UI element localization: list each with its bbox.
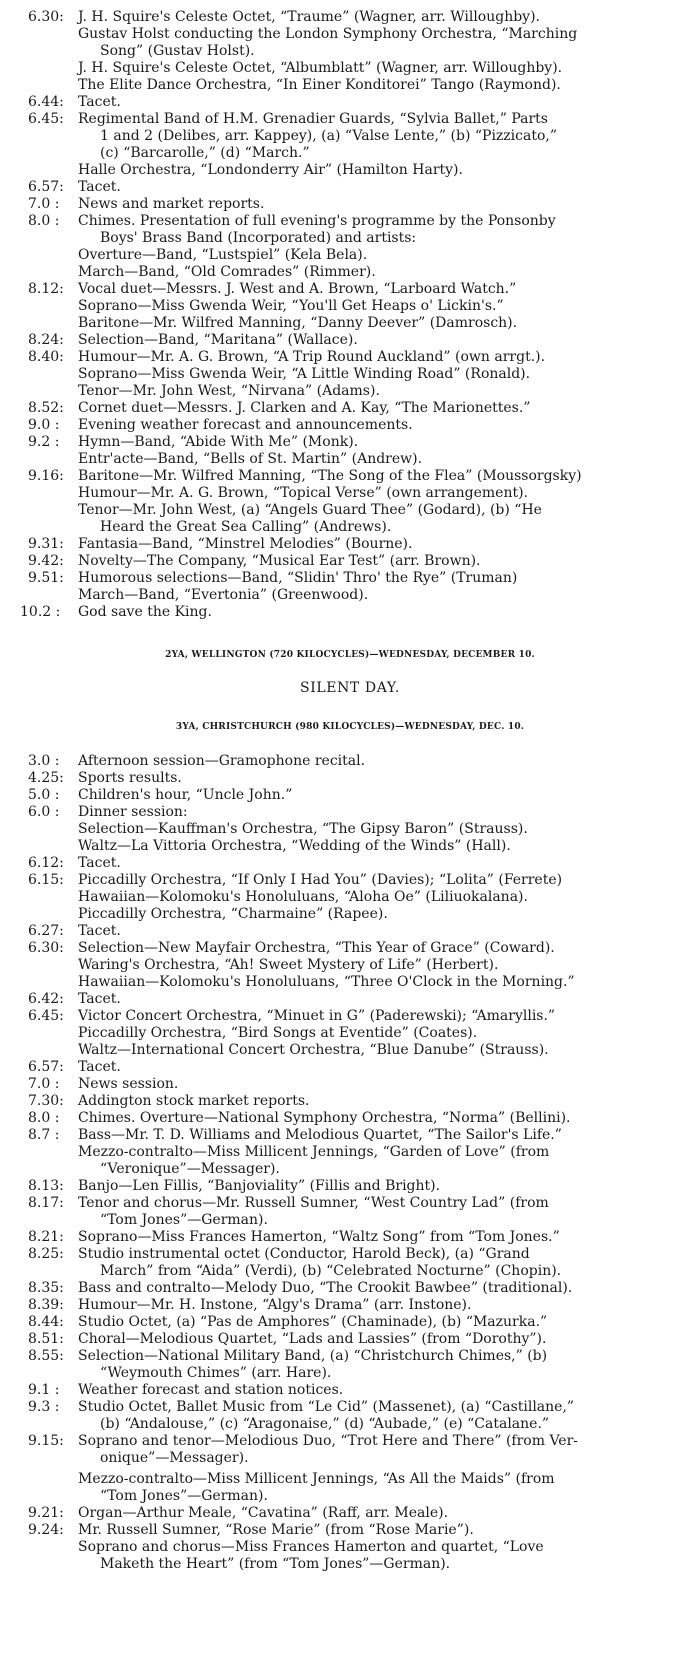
entry-description	[78, 923, 680, 940]
entry-description	[78, 1382, 680, 1399]
entry-line: Tacet.	[78, 923, 121, 939]
entry-description	[78, 1110, 680, 1127]
programme-entry	[28, 1059, 680, 1076]
entry-line: J. H. Squire's Celeste Octet, “Albumblatt” (Wagner, arr. Willoughby).	[78, 60, 563, 76]
entry-time: 9.1 :	[28, 1382, 60, 1398]
entry-description	[78, 753, 680, 770]
programme-entry	[28, 1399, 680, 1433]
entry-time: 5.0 :	[28, 787, 60, 803]
programme-entry	[28, 770, 680, 787]
entry-time: 8.55:	[28, 1348, 64, 1364]
entry-line: The Elite Dance Orchestra, “In Einer Konditorei” Tango (Raymond).	[78, 77, 561, 93]
entry-line: Mezzo-contralto—Miss Millicent Jennings, “Garden of Love” (from	[78, 1144, 550, 1160]
entry-description	[78, 400, 680, 417]
entry-line: Afternoon session—Gramophone recital.	[78, 753, 366, 769]
programme-entry	[28, 923, 680, 940]
entry-line: Chimes. Overture—National Symphony Orchestra, “Norma” (Bellini).	[78, 1110, 571, 1126]
programme-entry	[28, 1246, 680, 1280]
entry-description	[78, 991, 680, 1008]
entry-description	[78, 872, 680, 923]
entry-time: 6.27:	[28, 923, 64, 939]
entry-line: Hawaiian—Kolomoku's Honoluluans, “Three O'Clock in the Morning.”	[78, 974, 575, 990]
entry-description	[78, 468, 680, 536]
entry-line: Addington stock market reports.	[78, 1093, 310, 1109]
programme-entry	[28, 1076, 680, 1093]
entry-time: 6.12:	[28, 855, 64, 871]
entry-line: March” from “Aida” (Verdi), (b) “Celebrated Nocturne” (Chopin).	[100, 1263, 562, 1279]
entry-time: 8.0 :	[28, 1110, 60, 1126]
entry-line: News session.	[78, 1076, 179, 1092]
entry-time: 6.44:	[28, 94, 64, 110]
entry-description	[78, 553, 680, 570]
silent-day-notice: SILENT DAY.	[300, 680, 400, 696]
entry-line: Maketh the Heart” (from “Tom Jones”—German).	[100, 1556, 451, 1572]
entry-time: 8.17:	[28, 1195, 64, 1211]
entry-line: Halle Orchestra, “Londonderry Air” (Hamilton Harty).	[78, 162, 463, 178]
entry-description	[78, 1297, 680, 1314]
entry-line: Piccadilly Orchestra, “Charmaine” (Rapee).	[78, 906, 388, 922]
programme-entry	[28, 468, 680, 536]
entry-line: “Tom Jones”—German).	[100, 1488, 268, 1504]
entry-line: Banjo—Len Fillis, “Banjoviality” (Fillis and Bright).	[78, 1178, 441, 1194]
entry-description	[78, 417, 680, 434]
entry-time: 8.0 :	[28, 213, 60, 229]
entry-line: Piccadilly Orchestra, “Bird Songs at Eventide” (Coates).	[78, 1025, 478, 1041]
entry-time: 8.25:	[28, 1246, 64, 1262]
entry-description	[78, 787, 680, 804]
entry-time: 9.3 :	[28, 1399, 60, 1415]
programme-entry	[28, 1195, 680, 1229]
entry-line: Victor Concert Orchestra, “Minuet in G” (Paderewski); “Amaryllis.”	[78, 1008, 556, 1024]
entry-description	[78, 349, 680, 400]
programme-entry	[28, 536, 680, 553]
entry-time: 8.24:	[28, 332, 64, 348]
entry-line: March—Band, “Old Comrades” (Rimmer).	[78, 264, 376, 280]
entry-description	[78, 434, 680, 468]
entry-time: 6.57:	[28, 179, 64, 195]
entry-description	[78, 536, 680, 553]
entry-description	[78, 1178, 680, 1195]
programme-entry	[28, 179, 680, 196]
entry-time: 8.44:	[28, 1314, 64, 1330]
entry-line: Waltz—International Concert Orchestra, “Blue Danube” (Strauss).	[78, 1042, 549, 1058]
entry-description	[78, 332, 680, 349]
entry-time: 9.31:	[28, 536, 64, 552]
entry-description	[78, 1127, 680, 1178]
entry-line: Tacet.	[78, 179, 121, 195]
entry-time: 9.0 :	[28, 417, 60, 433]
entry-description	[78, 196, 680, 213]
entry-description	[78, 1076, 680, 1093]
entry-line: Humour—Mr. A. G. Brown, “A Trip Round Auckland” (own arrgt.).	[78, 349, 546, 365]
entry-line: Entr'acte—Band, “Bells of St. Martin” (Andrew).	[78, 451, 423, 467]
entry-line: Humour—Mr. H. Instone, “Algy's Drama” (arr. Instone).	[78, 1297, 472, 1313]
entry-line: Tacet.	[78, 94, 121, 110]
entry-line: Mr. Russell Sumner, “Rose Marie” (from “Rose Marie”).	[78, 1522, 474, 1538]
programme-entry	[28, 1314, 680, 1331]
programme-entry	[28, 1297, 680, 1314]
entry-line: Selection—Kauffman's Orchestra, “The Gipsy Baron” (Strauss).	[78, 821, 528, 837]
entry-time: 6.45:	[28, 1008, 64, 1024]
entry-description	[78, 1505, 680, 1522]
entry-line: Selection—National Military Band, (a) “Christchurch Chimes,” (b)	[78, 1348, 548, 1364]
entry-line: Waltz—La Vittoria Orchestra, “Wedding of the Winds” (Hall).	[78, 838, 511, 854]
entry-line: Humour—Mr. A. G. Brown, “Topical Verse” (own arrangement).	[78, 485, 529, 501]
entry-line: “Tom Jones”—German).	[100, 1212, 268, 1228]
entry-line: Humorous selections—Band, “Slidin' Thro' the Rye” (Truman)	[78, 570, 518, 586]
entry-time: 7.0 :	[28, 196, 60, 212]
entry-line: Tenor—Mr. John West, “Nirvana” (Adams).	[78, 383, 380, 399]
entry-line: Chimes. Presentation of full evening's programme by the Ponsonby	[78, 213, 556, 229]
entry-line: Choral—Melodious Quartet, “Lads and Lassies” (from “Dorothy”).	[78, 1331, 547, 1347]
entry-time: 8.52:	[28, 400, 64, 416]
entry-line: Evening weather forecast and announcements.	[78, 417, 413, 433]
entry-description	[78, 9, 680, 94]
entry-time: 8.7 :	[28, 1127, 60, 1143]
programme-entry	[28, 1505, 680, 1522]
entry-line: Soprano and tenor—Melodious Duo, “Trot Here and There” (from Ver-	[78, 1433, 578, 1449]
entry-line: J. H. Squire's Celeste Octet, “Traume” (Wagner, arr. Willoughby).	[78, 9, 540, 25]
programme-entry	[28, 872, 680, 923]
programme-entry	[28, 111, 680, 179]
entry-description	[78, 570, 680, 604]
entry-line: Bass and contralto—Melody Duo, “The Crookit Bawbee” (traditional).	[78, 1280, 573, 1296]
entry-line: (b) “Andalouse,” (c) “Aragonaise,” (d) “Aubade,” (e) “Catalane.”	[100, 1416, 550, 1432]
entry-description	[78, 855, 680, 872]
entry-line: Bass—Mr. T. D. Williams and Melodious Quartet, “The Sailor's Life.”	[78, 1127, 562, 1143]
entry-description	[78, 213, 680, 281]
entry-time: 8.21:	[28, 1229, 64, 1245]
entry-description	[78, 940, 680, 991]
entry-line: Baritone—Mr. Wilfred Manning, “Danny Deever” (Damrosch).	[78, 315, 518, 331]
entry-line: Waring's Orchestra, “Ah! Sweet Mystery of Life” (Herbert).	[78, 957, 499, 973]
programme-entry	[28, 787, 680, 804]
entry-description	[78, 1059, 680, 1076]
programme-entry	[28, 196, 680, 213]
entry-line: Soprano and chorus—Miss Frances Hamerton and quartet, “Love	[78, 1539, 544, 1555]
entry-description	[78, 1331, 680, 1348]
programme-entry	[28, 1382, 680, 1399]
entry-line: Organ—Arthur Meale, “Cavatina” (Raff, arr. Meale).	[78, 1505, 449, 1521]
entry-time: 9.42:	[28, 553, 64, 569]
entry-line: Piccadilly Orchestra, “If Only I Had You” (Davies); “Lolita” (Ferrete)	[78, 872, 563, 888]
entry-description	[78, 1246, 680, 1280]
entry-line: March—Band, “Evertonia” (Greenwood).	[78, 587, 369, 603]
entry-line: Tacet.	[78, 991, 121, 1007]
entry-line: Sports results.	[78, 770, 182, 786]
entry-line: Boys' Brass Band (Incorporated) and artists:	[100, 230, 417, 246]
entry-time: 9.21:	[28, 1505, 64, 1521]
entry-description	[78, 179, 680, 196]
programme-entry	[28, 991, 680, 1008]
programme-entry	[28, 1008, 680, 1059]
programme-entry	[20, 604, 672, 621]
entry-time: 6.57:	[28, 1059, 64, 1075]
programme-entry	[28, 1280, 680, 1297]
programme-entry	[28, 1522, 680, 1573]
entry-time: 3.0 :	[28, 753, 60, 769]
entry-time: 9.24:	[28, 1522, 64, 1538]
entry-line: Selection—Band, “Maritana” (Wallace).	[78, 332, 358, 348]
entry-description	[78, 1280, 680, 1297]
programme-entry	[28, 349, 680, 400]
entry-time: 7.0 :	[28, 1076, 60, 1092]
programme-entry	[28, 94, 680, 111]
entry-line: Dinner session:	[78, 804, 188, 820]
entry-time: 8.39:	[28, 1297, 64, 1313]
section-heading-2ya: 2YA, WELLINGTON (720 KILOCYCLES)—WEDNESDAY, DECEMBER 10.	[165, 650, 535, 660]
entry-time: 8.51:	[28, 1331, 64, 1347]
entry-line: Song” (Gustav Holst).	[100, 43, 255, 59]
entry-line: Studio Octet, (a) “Pas de Amphores” (Chaminade), (b) “Mazurka.”	[78, 1314, 548, 1330]
programme-entry	[28, 9, 680, 94]
entry-line: onique”—Messager).	[100, 1450, 249, 1466]
entry-time: 8.13:	[28, 1178, 64, 1194]
entry-time: 6.42:	[28, 991, 64, 1007]
programme-entry	[28, 1229, 680, 1246]
entry-line: Novelty—The Company, “Musical Ear Test” (arr. Brown).	[78, 553, 481, 569]
entry-line: Baritone—Mr. Wilfred Manning, “The Song of the Flea” (Moussorgsky)	[78, 468, 582, 484]
entry-line: Soprano—Miss Gwenda Weir, “A Little Winding Road” (Ronald).	[78, 366, 531, 382]
entry-line: News and market reports.	[78, 196, 265, 212]
entry-time: 6.45:	[28, 111, 64, 127]
entry-time: 9.16:	[28, 468, 64, 484]
entry-line: Tacet.	[78, 855, 121, 871]
programme-entry	[28, 570, 680, 604]
entry-time: 6.30:	[28, 9, 64, 25]
entry-time: 6.30:	[28, 940, 64, 956]
entry-description	[78, 1348, 680, 1382]
programme-entry	[28, 1093, 680, 1110]
programme-entry	[28, 1127, 680, 1178]
entry-description	[78, 804, 680, 855]
entry-line: Soprano—Miss Frances Hamerton, “Waltz Song” from “Tom Jones.”	[78, 1229, 560, 1245]
entry-line: Tacet.	[78, 1059, 121, 1075]
entry-line: 1 and 2 (Delibes, arr. Kappey), (a) “Valse Lente,” (b) “Pizzicato,”	[100, 128, 558, 144]
entry-description	[78, 1195, 680, 1229]
entry-time: 8.12:	[28, 281, 64, 297]
programme-entry	[28, 332, 680, 349]
entry-line: Studio instrumental octet (Conductor, Harold Beck), (a) “Grand	[78, 1246, 530, 1262]
entry-description	[78, 1229, 680, 1246]
entry-time: 9.51:	[28, 570, 64, 586]
programme-entry	[28, 553, 680, 570]
entry-time: 8.35:	[28, 1280, 64, 1296]
entry-line: Hawaiian—Kolomoku's Honoluluans, “Aloha Oe” (Liliuokalana).	[78, 889, 528, 905]
entry-time: 6.15:	[28, 872, 64, 888]
entry-time: 6.0 :	[28, 804, 60, 820]
entry-description	[78, 770, 680, 787]
entry-line: Cornet duet—Messrs. J. Clarken and A. Kay, “The Marionettes.”	[78, 400, 531, 416]
entry-time: 9.2 :	[28, 434, 60, 450]
programme-entry	[28, 417, 680, 434]
entry-line: Selection—New Mayfair Orchestra, “This Year of Grace” (Coward).	[78, 940, 555, 956]
entry-description	[78, 1399, 680, 1433]
entry-line: Tenor and chorus—Mr. Russell Sumner, “West Country Lad” (from	[78, 1195, 549, 1211]
entry-line: Overture—Band, “Lustspiel” (Kela Bela).	[78, 247, 368, 263]
programme-entry	[28, 1348, 680, 1382]
entry-description	[78, 604, 672, 621]
entry-line: “Weymouth Chimes” (arr. Hare).	[100, 1365, 332, 1381]
entry-line: Fantasia—Band, “Minstrel Melodies” (Bourne).	[78, 536, 413, 552]
entry-line: “Veronique”—Messager).	[100, 1161, 280, 1177]
entry-line: Hymn—Band, “Abide With Me” (Monk).	[78, 434, 359, 450]
entry-line: Heard the Great Sea Calling” (Andrews).	[100, 519, 392, 535]
programme-entry	[28, 1110, 680, 1127]
entry-line: Studio Octet, Ballet Music from “Le Cid” (Massenet), (a) “Castillane,”	[78, 1399, 575, 1415]
entry-line: Vocal duet—Messrs. J. West and A. Brown, “Larboard Watch.”	[78, 281, 517, 297]
entry-line: Weather forecast and station notices.	[78, 1382, 344, 1398]
programme-entry	[28, 281, 680, 332]
entry-time: 8.40:	[28, 349, 64, 365]
entry-time: 10.2 :	[20, 604, 61, 620]
programme-entry	[28, 400, 680, 417]
entry-line: Tenor—Mr. John West, (a) “Angels Guard Thee” (Godard), (b) “He	[78, 502, 542, 518]
programme-entry	[28, 1433, 680, 1505]
programme-entry	[28, 434, 680, 468]
entry-line: Regimental Band of H.M. Grenadier Guards, “Sylvia Ballet,” Parts	[78, 111, 548, 127]
entry-line: Soprano—Miss Gwenda Weir, “You'll Get Heaps o' Lickin's.”	[78, 298, 504, 314]
programme-entry	[28, 804, 680, 855]
entry-description	[78, 1433, 680, 1505]
programme-entry	[28, 1331, 680, 1348]
entry-time: 4.25:	[28, 770, 64, 786]
entry-description	[78, 1008, 680, 1059]
programme-entry	[28, 1178, 680, 1195]
entry-line: God save the King.	[78, 604, 212, 620]
entry-description	[78, 1522, 680, 1573]
entry-line: (c) “Barcarolle,” (d) “March.”	[100, 145, 310, 161]
programme-entry	[28, 940, 680, 991]
entry-description	[78, 1093, 680, 1110]
entry-line: Mezzo-contralto—Miss Millicent Jennings, “As All the Maids” (from	[78, 1471, 555, 1487]
programme-entry	[28, 855, 680, 872]
programme-entry	[28, 213, 680, 281]
entry-description	[78, 111, 680, 179]
section-heading-3ya: 3YA, CHRISTCHURCH (980 KILOCYCLES)—WEDNESDAY, DEC. 10.	[175, 722, 525, 732]
entry-line: Children's hour, “Uncle John.”	[78, 787, 293, 803]
programme-entry	[28, 753, 680, 770]
entry-description	[78, 281, 680, 332]
entry-time: 7.30:	[28, 1093, 64, 1109]
entry-time: 9.15:	[28, 1433, 64, 1449]
entry-line: Gustav Holst conducting the London Symphony Orchestra, “Marching	[78, 26, 578, 42]
entry-description	[78, 1314, 680, 1331]
entry-description	[78, 94, 680, 111]
